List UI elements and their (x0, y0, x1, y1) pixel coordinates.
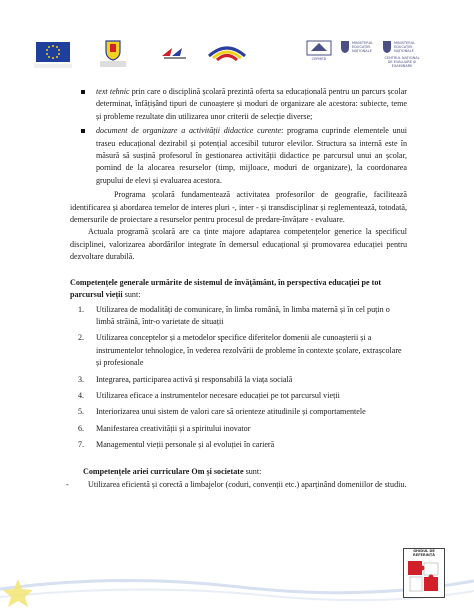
ministry-caption-left: MINISTERUL EDUCAȚIEI NAȚIONALE (352, 41, 374, 53)
subheading-bold: Competențele ariei curriculare Om și societate (83, 466, 244, 476)
list-number: 3. (78, 374, 85, 384)
badge-title: GHIDUL DE REFERINȚĂ (413, 549, 435, 557)
ministry-logo-left (340, 40, 382, 54)
bullet-term: document de organizare a activității didactice curente (96, 126, 282, 136)
heading-bold: Competențele generale urmărite de sistemul de învățământ, în perspectiva educației pe tot parcursul vieții (70, 277, 382, 300)
paragraph-actuala: Actuala programă școlară are ca ținte majore adaptarea competențelor generice la specificul disciplinei, valorizarea abordărilor integrate în demersul educațional și promovarea educației pentru dezvoltare durabilă. (70, 227, 407, 262)
list-text: Utilizarea eficace a instrumentelor necesare educației pe tot parcursul vieții (96, 390, 340, 400)
dash-marker: - (66, 479, 69, 489)
competences-list (70, 304, 407, 452)
dash-list-item (66, 479, 407, 491)
list-text: Utilizarea de modalități de comunicare, în limba română, în limba maternă și în cel puțin o limbă străină, într-o varietate de situații (96, 304, 390, 326)
eu-flag-logo (34, 42, 72, 68)
list-text: Managementul vieții personale și al evoluției în carieră (96, 440, 275, 450)
list-text: Utilizarea conceptelor și a metodelor specifice diferitelor domenii ale cunoașterii și a instrumentelor tehnologice, în vederea rezolvării de probleme în contexte școlare, extrașcolare și profesionale (96, 333, 402, 368)
list-item (70, 332, 407, 369)
bullet-text: : programa cuprinde elementele unui traseu educațional dezirabil și potențial accesibil tuturor elevilor. Structura sa internă este în măsură să susțină profesorul în gestionarea activității didactice pe parcursul unui an școlar, pornind de la alocarea resurselor (timp, mijloace, moduri de organizare), la coordonarea grupului de elevi și evaluarea acestora. (96, 126, 407, 185)
list-text: Integrarea, participarea activă și responsabilă la viața socială (96, 374, 293, 384)
subheading-tail: sunt: (243, 466, 262, 476)
romania-government-crest (100, 39, 126, 67)
document-body (66, 86, 407, 491)
structural-funds-logo (160, 44, 190, 60)
paragraph-programa: Programa școlară fundamentează activitatea profesorilor de geografie, facilitează identificarea și abordarea temelor de interes pluri -, inter - și transdisciplinar și reglementează, totodată, demersurile de proiectare a resurselor pentru procesul de predare-învățare - evaluare. (70, 190, 407, 225)
sectoral-program-logo (205, 40, 249, 62)
list-item (70, 304, 407, 329)
list-item (70, 406, 407, 418)
cepmed-caption: CEPMED (311, 57, 327, 61)
ministry-caption-right: MINISTERUL EDUCAȚIEI NAȚIONALE (394, 41, 416, 53)
list-item (70, 374, 407, 386)
section-heading-competences (70, 277, 407, 302)
heading-tail: sunt: (122, 290, 141, 300)
list-text: Manifestarea creativității și a spiritului inovator (96, 423, 251, 433)
list-number: 1. (78, 304, 85, 314)
list-text: Interiorizarea unui sistem de valori care să orienteze atitudinile și comportamentele (96, 407, 366, 417)
bullet-term: text tehnic (96, 87, 130, 96)
list-item (70, 439, 407, 451)
list-item (70, 390, 407, 402)
center-caption: CENTRUL NAȚIONAL DE EVALUARE ȘI EXAMINARE (384, 56, 420, 68)
dash-text: Utilizarea eficientă și corectă a limbajelor (coduri, convenții etc.) aparținând domeniilor de studiu. (88, 479, 407, 489)
square-bullet-icon (81, 129, 85, 133)
ministry-logo-right (382, 40, 424, 68)
list-number: 5. (78, 407, 85, 417)
list-number: 6. (78, 423, 85, 433)
list-number: 7. (78, 440, 85, 450)
bullet-text-tehnic (70, 86, 407, 123)
section-heading-om-societate (70, 466, 407, 478)
puzzle-icon (404, 557, 444, 598)
guide-badge (403, 548, 445, 598)
star-icon (3, 579, 33, 607)
list-item (70, 423, 407, 435)
square-bullet-icon (81, 90, 85, 94)
list-number: 4. (78, 390, 85, 400)
bullet-document-organizare (70, 125, 407, 187)
cepmed-logo (305, 39, 333, 61)
list-number: 2. (78, 333, 85, 343)
bullet-text: prin care o disciplină școlară prezintă oferta sa educațională pentru un parcurs școlar determinat, înfățișând tipuri de cunoaștere și moduri de organizare ale acestora: subiecte, teme și probleme rezultate din utilizarea unor criterii de selecție diverse; (96, 87, 407, 121)
